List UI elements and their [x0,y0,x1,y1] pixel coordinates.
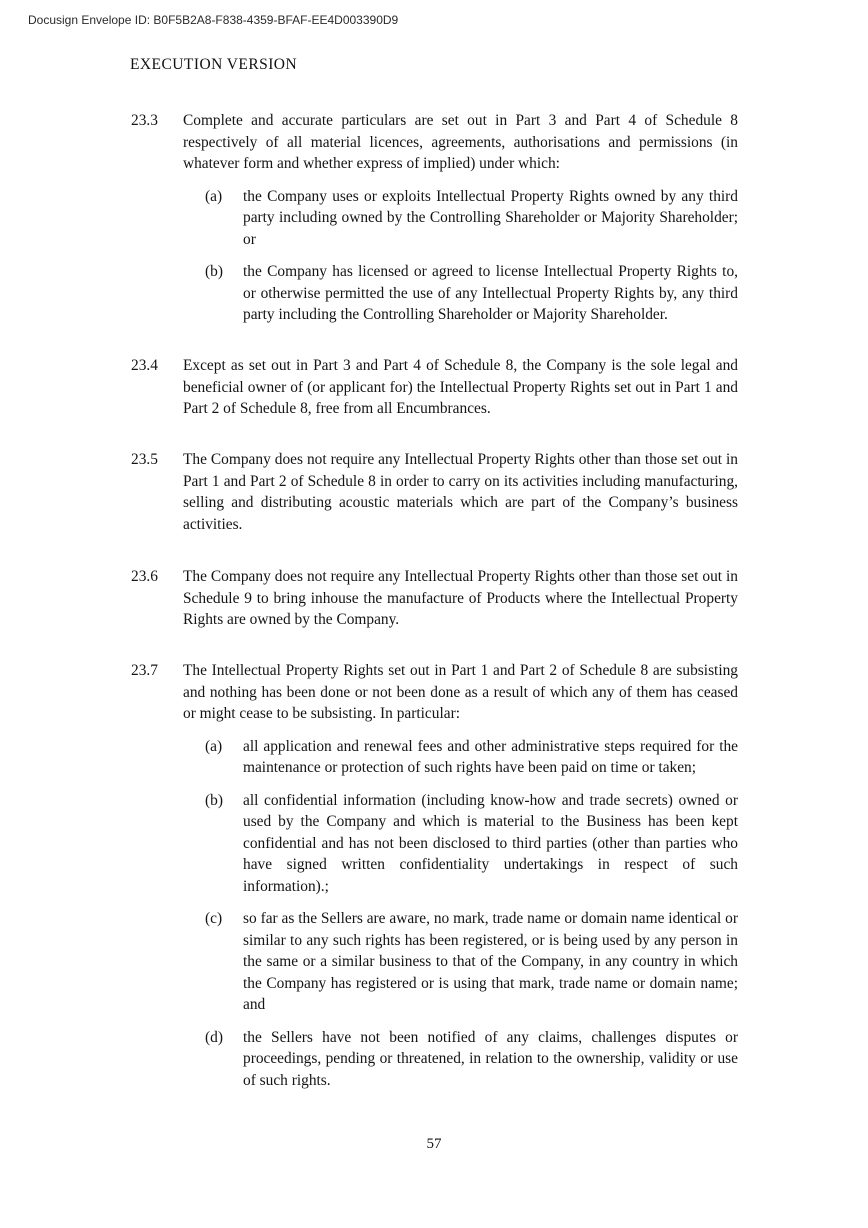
clause-text: The Company does not require any Intellectual Property Rights other than those set out in Part 1 and Part 2 of Schedule 8 in order to carry on its activities including manufacturing, selling and distributing acoustic materials which are part of the Company’s business activities. [183,451,738,533]
subitem-label: (a) [205,187,223,205]
subitem-b [183,261,738,326]
clause-23-5 [131,449,738,535]
clause-text: Except as set out in Part 3 and Part 4 of Schedule 8, the Company is the sole legal and beneficial owner of (or applicant for) the Intellectual Property Rights set out in Part 1 and Part 2 of Schedule 8, free from all Encumbrances. [183,357,738,417]
subitem-a [183,186,738,251]
subitem-text: the Company has licensed or agreed to license Intellectual Property Rights to, or otherwise permitted the use of any Intellectual Property Rights by, any third party including the Controlling Shareholder or Majority Shareholder. [243,263,738,323]
subitem-label: (d) [205,1028,223,1046]
docusign-envelope-id: Docusign Envelope ID: B0F5B2A8-F838-4359-BFAF-EE4D003390D9 [28,13,399,27]
subitem-text: the Company uses or exploits Intellectual Property Rights owned by any third party including owned by the Controlling Shareholder or Majority Shareholder; or [243,187,738,248]
clause-body [183,660,738,1091]
page-number: 57 [426,1136,442,1152]
clause-number: 23.7 [131,662,158,679]
subitem-d [183,1027,738,1092]
subitem-label: (b) [205,791,223,809]
clause-body [183,449,738,535]
subitem-label: (a) [205,737,223,755]
subitem-text: all confidential information (including know-how and trade secrets) owned or used by the Company and which is material to the Business has been kept confidential and has not been disclosed to third parties (other than parties who have signed written confidentiality undertakings in respect of such information).; [243,791,738,895]
subitem-label: (b) [205,263,223,280]
clause-body [183,110,738,326]
clause-23-7 [131,660,738,1091]
subitem-text: all application and renewal fees and other administrative steps required for the maintenance or protection of such rights have been paid on time or taken; [243,737,738,776]
execution-version-heading: EXECUTION VERSION [130,56,298,73]
clause-number: 23.6 [131,568,158,585]
subitem-a [183,736,738,779]
clause-text: Complete and accurate particulars are set out in Part 3 and Part 4 of Schedule 8 respectively of all material licences, agreements, authorisations and permissions (in whatever form and whether express of implied) under which: [183,112,738,172]
clause-number: 23.5 [131,451,158,468]
subitem-text: so far as the Sellers are aware, no mark, trade name or domain name identical or similar to any such rights has been registered, or is being used by any person in the same or a similar business to that of the Company, in any country in which the Company has registered or is using that mark, trade name or domain name; and [243,910,738,1013]
subitem-text: the Sellers have not been notified of any claims, challenges disputes or proceedings, pending or threatened, in relation to the ownership, validity or use of such rights. [243,1028,738,1089]
clause-text: The Intellectual Property Rights set out in Part 1 and Part 2 of Schedule 8 are subsisting and nothing has been done or not been done as a result of which any of them has ceased or might cease to be subsisting. In particular: [183,662,738,722]
subitem-b [183,790,738,898]
clause-23-3 [131,110,738,326]
subitem-label: (c) [205,910,223,927]
subitem-c [183,908,738,1016]
clause-body [183,355,738,420]
clause-number: 23.3 [131,112,158,129]
clause-23-4 [131,355,738,420]
clause-23-6 [131,566,738,631]
clause-body [183,566,738,631]
clause-text: The Company does not require any Intellectual Property Rights other than those set out in Schedule 9 to bring inhouse the manufacture of Products where the Intellectual Property Rights are owned by the Company. [183,568,738,628]
clause-number: 23.4 [131,357,158,374]
